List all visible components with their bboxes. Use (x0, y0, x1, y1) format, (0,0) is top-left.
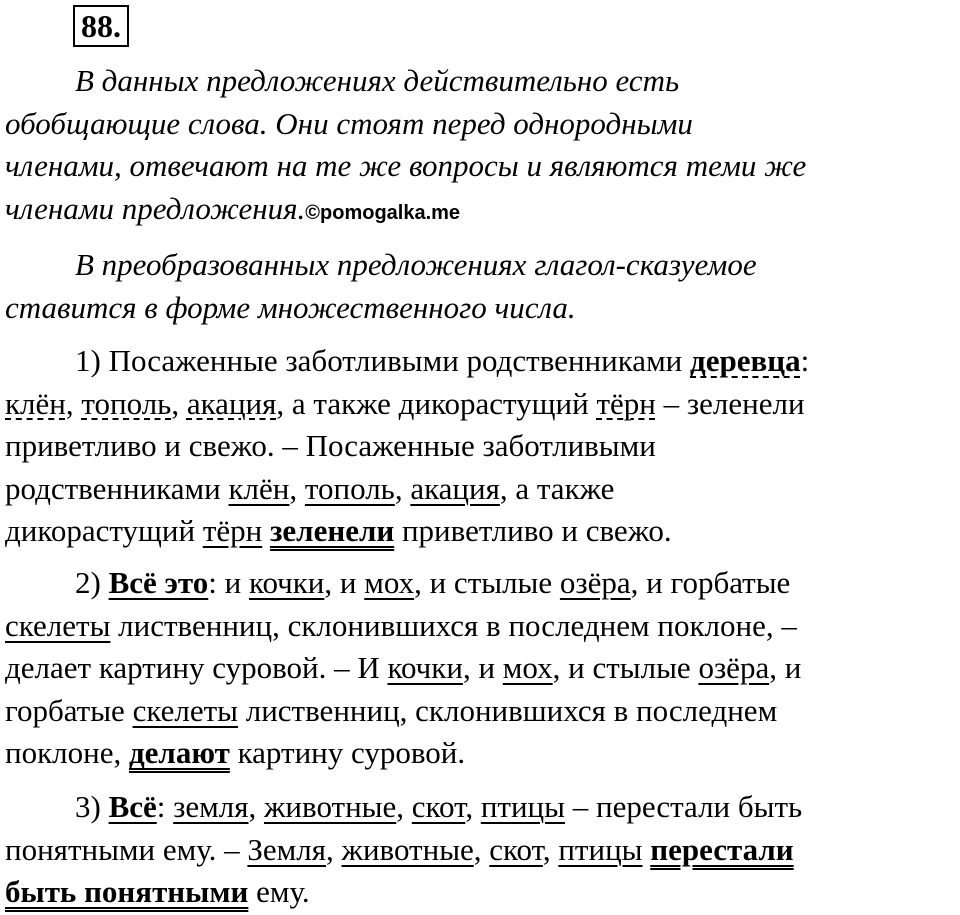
text-line (5, 829, 955, 872)
text-line: обобщающие слова. Они стоят перед однородными (5, 105, 693, 141)
text-fragment: понятными ему. – (5, 831, 248, 867)
text-fragment: , (65, 385, 82, 421)
subject: акация (410, 470, 500, 506)
text-fragment: , и (324, 565, 365, 600)
text-fragment: , (171, 385, 187, 421)
text-fragment: : и (208, 565, 249, 600)
text-fragment: дикорастущий (5, 513, 203, 548)
subject: скелеты (132, 692, 238, 728)
text-fragment: – перестали быть (564, 789, 803, 824)
generalizing-word: деревца (690, 343, 801, 378)
text-line (5, 510, 955, 553)
text-line: членами, отвечают на те же вопросы и являются теми же (5, 148, 807, 183)
subject: тополь (304, 470, 395, 506)
text-fragment: , (396, 789, 412, 824)
text-fragment: ему. (248, 874, 310, 909)
text-fragment: , и стылые (552, 650, 699, 685)
homogeneous-member: тополь (81, 385, 172, 421)
homogeneous-member: клён (5, 385, 66, 421)
text-fragment: родственниками (5, 470, 229, 506)
text-fragment: поклоне, (5, 735, 129, 770)
homogeneous-member: акация (186, 385, 277, 421)
text-fragment: лиственниц, склонившихся в последнем поклоне, – (110, 607, 797, 643)
text-fragment: 1) Посаженные заботливыми родственниками (75, 343, 691, 378)
subject: животные (264, 789, 397, 824)
text-fragment: , (394, 470, 411, 506)
predicate: зеленели (269, 513, 395, 548)
text-fragment: , (473, 831, 490, 867)
text-fragment: лиственниц, склонившихся в последнем (237, 692, 778, 728)
text-fragment: членами предложения. (5, 190, 306, 226)
subject: озёра (698, 650, 770, 685)
subject: клён (228, 470, 290, 506)
text-fragment: , и (462, 650, 503, 685)
subject: мох (502, 650, 553, 685)
subject: земля (173, 789, 249, 824)
text-line: ставится в форме множественного числа. (5, 289, 576, 325)
subject: Земля (247, 831, 327, 867)
text-line (5, 562, 955, 605)
predicate: делают (128, 735, 230, 770)
explanation-paragraph (5, 60, 955, 234)
text-fragment: , (289, 470, 305, 506)
subject: скот (411, 789, 466, 824)
text-line (5, 647, 955, 690)
text-fragment: , (326, 831, 342, 867)
text-fragment: : (800, 343, 810, 378)
text-fragment (262, 513, 270, 548)
text-fragment: 2) (75, 565, 109, 600)
exercise-number: 88. (73, 5, 129, 47)
subject: скот (489, 831, 543, 867)
sentence-2 (5, 562, 955, 775)
text-fragment: , и горбатые (630, 565, 791, 600)
text-fragment: – зеленели (655, 385, 805, 421)
text-fragment: , (248, 789, 265, 824)
text-fragment: горбатые (5, 692, 133, 728)
text-fragment: : (156, 789, 174, 824)
subject: озёра (559, 565, 631, 600)
generalizing-word: Всё (108, 789, 157, 824)
subject: мох (364, 565, 415, 600)
text-line (5, 786, 955, 829)
text-fragment: , а также (499, 470, 615, 506)
sentence-1 (5, 340, 955, 553)
text-fragment: , и стылые (414, 565, 560, 600)
predicate: перестали (650, 831, 794, 867)
text-line (5, 605, 955, 648)
text-fragment: картину суровой. (229, 735, 466, 770)
text-fragment: приветливо и свежо. (394, 513, 672, 548)
text-line (5, 188, 955, 235)
sentence-3 (5, 786, 955, 914)
generalizing-word: Всё это (108, 565, 209, 600)
text-line (5, 732, 955, 775)
subject: кочки (387, 650, 463, 685)
predicate: быть понятными (5, 874, 249, 909)
text-fragment: , и (769, 650, 802, 685)
subject: скелеты (5, 607, 111, 643)
subject: кочки (248, 565, 325, 600)
text-line (5, 340, 955, 383)
text-fragment: , а также дикорастущий (276, 385, 597, 421)
text-fragment: , (542, 831, 559, 867)
text-line (5, 690, 955, 733)
text-fragment: 3) (75, 789, 109, 824)
subject: птицы (558, 831, 643, 867)
text-fragment: , (465, 789, 481, 824)
text-fragment: делает картину суровой. – И (5, 650, 388, 685)
text-line (5, 468, 955, 511)
subject: животные (341, 831, 474, 867)
watermark: ©pomogalka.me (305, 201, 461, 224)
text-line: В данных предложениях действительно есть (75, 63, 680, 98)
text-line: В преобразованных предложениях глагол-сказуемое (75, 247, 757, 282)
subject: тёрн (202, 513, 263, 548)
text-line: приветливо и свежо. – Посаженные заботливыми (5, 428, 656, 463)
text-line (5, 871, 955, 914)
homogeneous-member: тёрн (596, 385, 656, 421)
text-line (5, 383, 955, 426)
rule-paragraph (5, 244, 955, 329)
subject: птицы (480, 789, 565, 824)
